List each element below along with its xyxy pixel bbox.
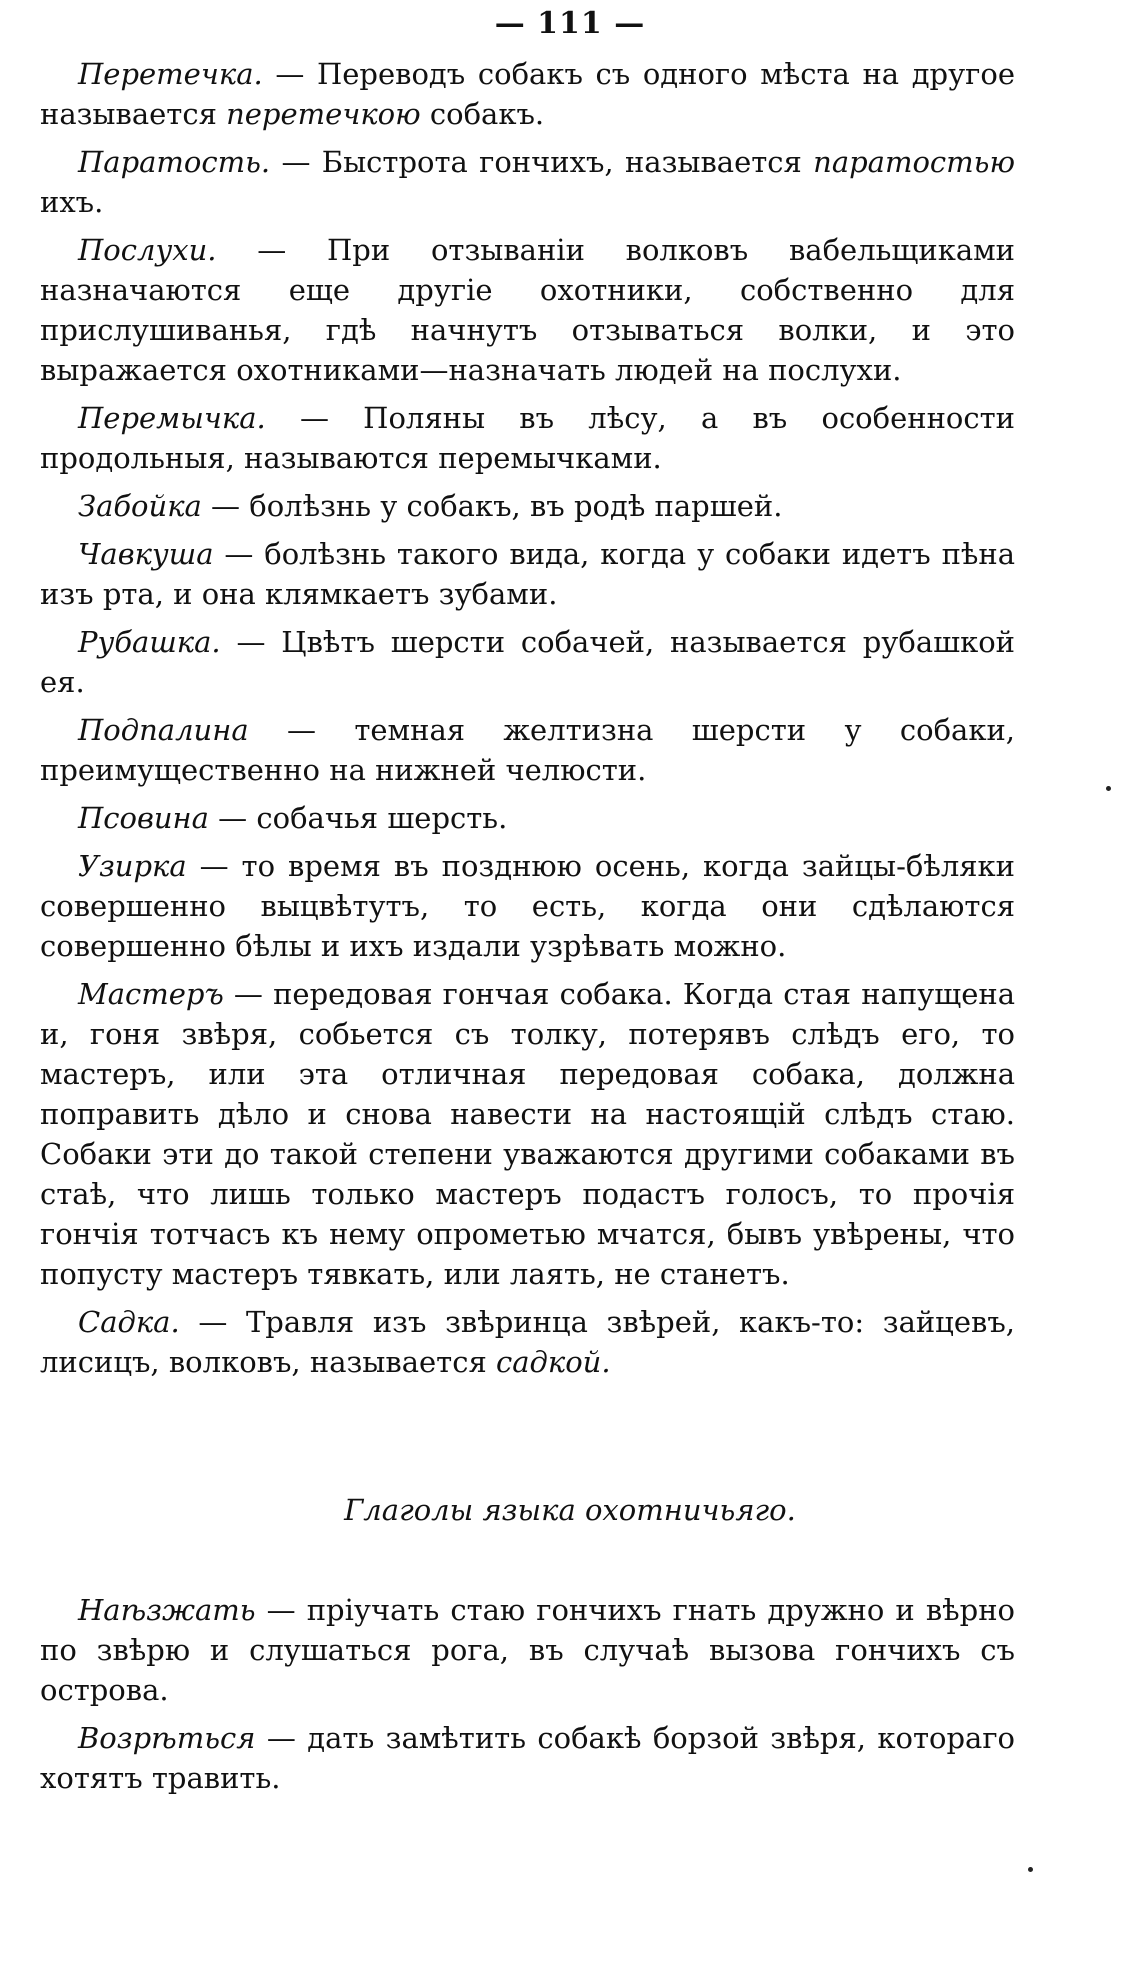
glossary-entry — [40, 1302, 1015, 1382]
entry-definition: — дать замѣтить собакѣ борзой звѣря, котораго хотятъ травить. — [40, 1721, 1015, 1795]
glossary-entry — [40, 846, 1015, 966]
entry-term: Наѣзжать — [78, 1593, 256, 1627]
entry-term: Чавкуша — [78, 537, 214, 571]
entry-definition: — собачья шерсть. — [208, 801, 508, 835]
entry-term: Рубашка. — [78, 625, 221, 659]
section-heading: Глаголы языка охотничьяго. — [344, 1493, 796, 1527]
page-number: — 111 — — [494, 6, 646, 41]
entry-definition-tail: ихъ. — [40, 185, 104, 219]
glossary-entry — [40, 54, 1015, 134]
entry-term: Садка. — [78, 1305, 180, 1339]
entry-term: Псовина — [78, 801, 209, 835]
glossary-entry — [40, 486, 1015, 526]
entry-emphasis: паратостью — [813, 145, 1015, 179]
glossary-entry — [40, 622, 1015, 702]
entry-definition: — Поляны въ лѣсу, а въ особенности продольныя, называются перемычками. — [40, 401, 1015, 475]
glossary-entry — [40, 398, 1015, 478]
entry-term: Перемычка. — [78, 401, 266, 435]
glossary-entries — [40, 54, 1015, 1390]
ink-speck — [1028, 1867, 1033, 1872]
entry-emphasis: перетечкою — [226, 97, 421, 131]
entry-definition: — Быстрота гончихъ, называется — [270, 145, 814, 179]
entry-definition: — Травля изъ звѣринца звѣрей, какъ-то: зайцевъ, лисицъ, волковъ, называется — [40, 1305, 1015, 1379]
entry-definition: — темная желтизна шерсти у собаки, преимущественно на нижней челюсти. — [40, 713, 1015, 787]
glossary-entry — [40, 798, 1015, 838]
entry-term: Паратость. — [78, 145, 271, 179]
entry-definition: — болѣзнь такого вида, когда у собаки идетъ пѣна изъ рта, и она клямкаетъ зубами. — [40, 537, 1015, 611]
entry-term: Забойка — [78, 489, 202, 523]
entry-definition: — болѣзнь у собакъ, въ родѣ паршей. — [201, 489, 783, 523]
glossary-entry — [40, 974, 1015, 1294]
glossary-entry — [40, 142, 1015, 222]
entry-definition: — то время въ позднюю осень, когда зайцы-бѣляки совершенно выцвѣтутъ, то есть, когда они сдѣлаются совершенно бѣлы и ихъ издали узрѣвать можно. — [40, 849, 1015, 963]
glossary-entry — [40, 230, 1015, 390]
entry-definition: — При отзываніи волковъ вабельщиками назначаются еще другіе охотники, собственно для прислушиванья, гдѣ начнутъ отзываться волки, и это выражается охотниками—назначать людей на послухи. — [40, 233, 1015, 387]
verb-entry — [40, 1718, 1015, 1798]
entry-term: Подпалина — [78, 713, 249, 747]
ink-speck — [1106, 786, 1111, 791]
glossary-entry — [40, 710, 1015, 790]
glossary-entry — [40, 534, 1015, 614]
entry-definition: — Цвѣтъ шерсти собачей, называется рубашкой ея. — [40, 625, 1015, 699]
entry-definition: — Переводъ собакъ съ одного мѣста на другое называется — [40, 57, 1015, 131]
entry-emphasis: садкой. — [495, 1345, 611, 1379]
entry-term: Перетечка. — [78, 57, 263, 91]
entry-term: Послухи. — [78, 233, 217, 267]
entry-term: Мастеръ — [78, 977, 224, 1011]
entry-definition: — пріучать стаю гончихъ гнать дружно и вѣрно по звѣрю и слушаться рога, въ случаѣ вызова гончихъ съ острова. — [40, 1593, 1015, 1707]
verb-entries — [40, 1590, 1015, 1806]
entry-definition-tail: собакъ. — [420, 97, 545, 131]
verb-entry — [40, 1590, 1015, 1710]
entry-term: Возрѣться — [78, 1721, 256, 1755]
entry-definition: — передовая гончая собака. Когда стая напущена и, гоня звѣря, собьется съ толку, потерявъ слѣдъ его, то мастеръ, или эта отличная передовая собака, должна поправить дѣло и снова навести на настоящій слѣдъ стаю. Собаки эти до такой степени уважаются другими собаками въ стаѣ, что лишь только мастеръ подастъ голосъ, то прочія гончія тотчасъ къ нему опрометью мчатся, бывъ увѣрены, что попусту мастеръ тявкать, или лаять, не станетъ. — [40, 977, 1015, 1291]
entry-term: Узирка — [78, 849, 187, 883]
